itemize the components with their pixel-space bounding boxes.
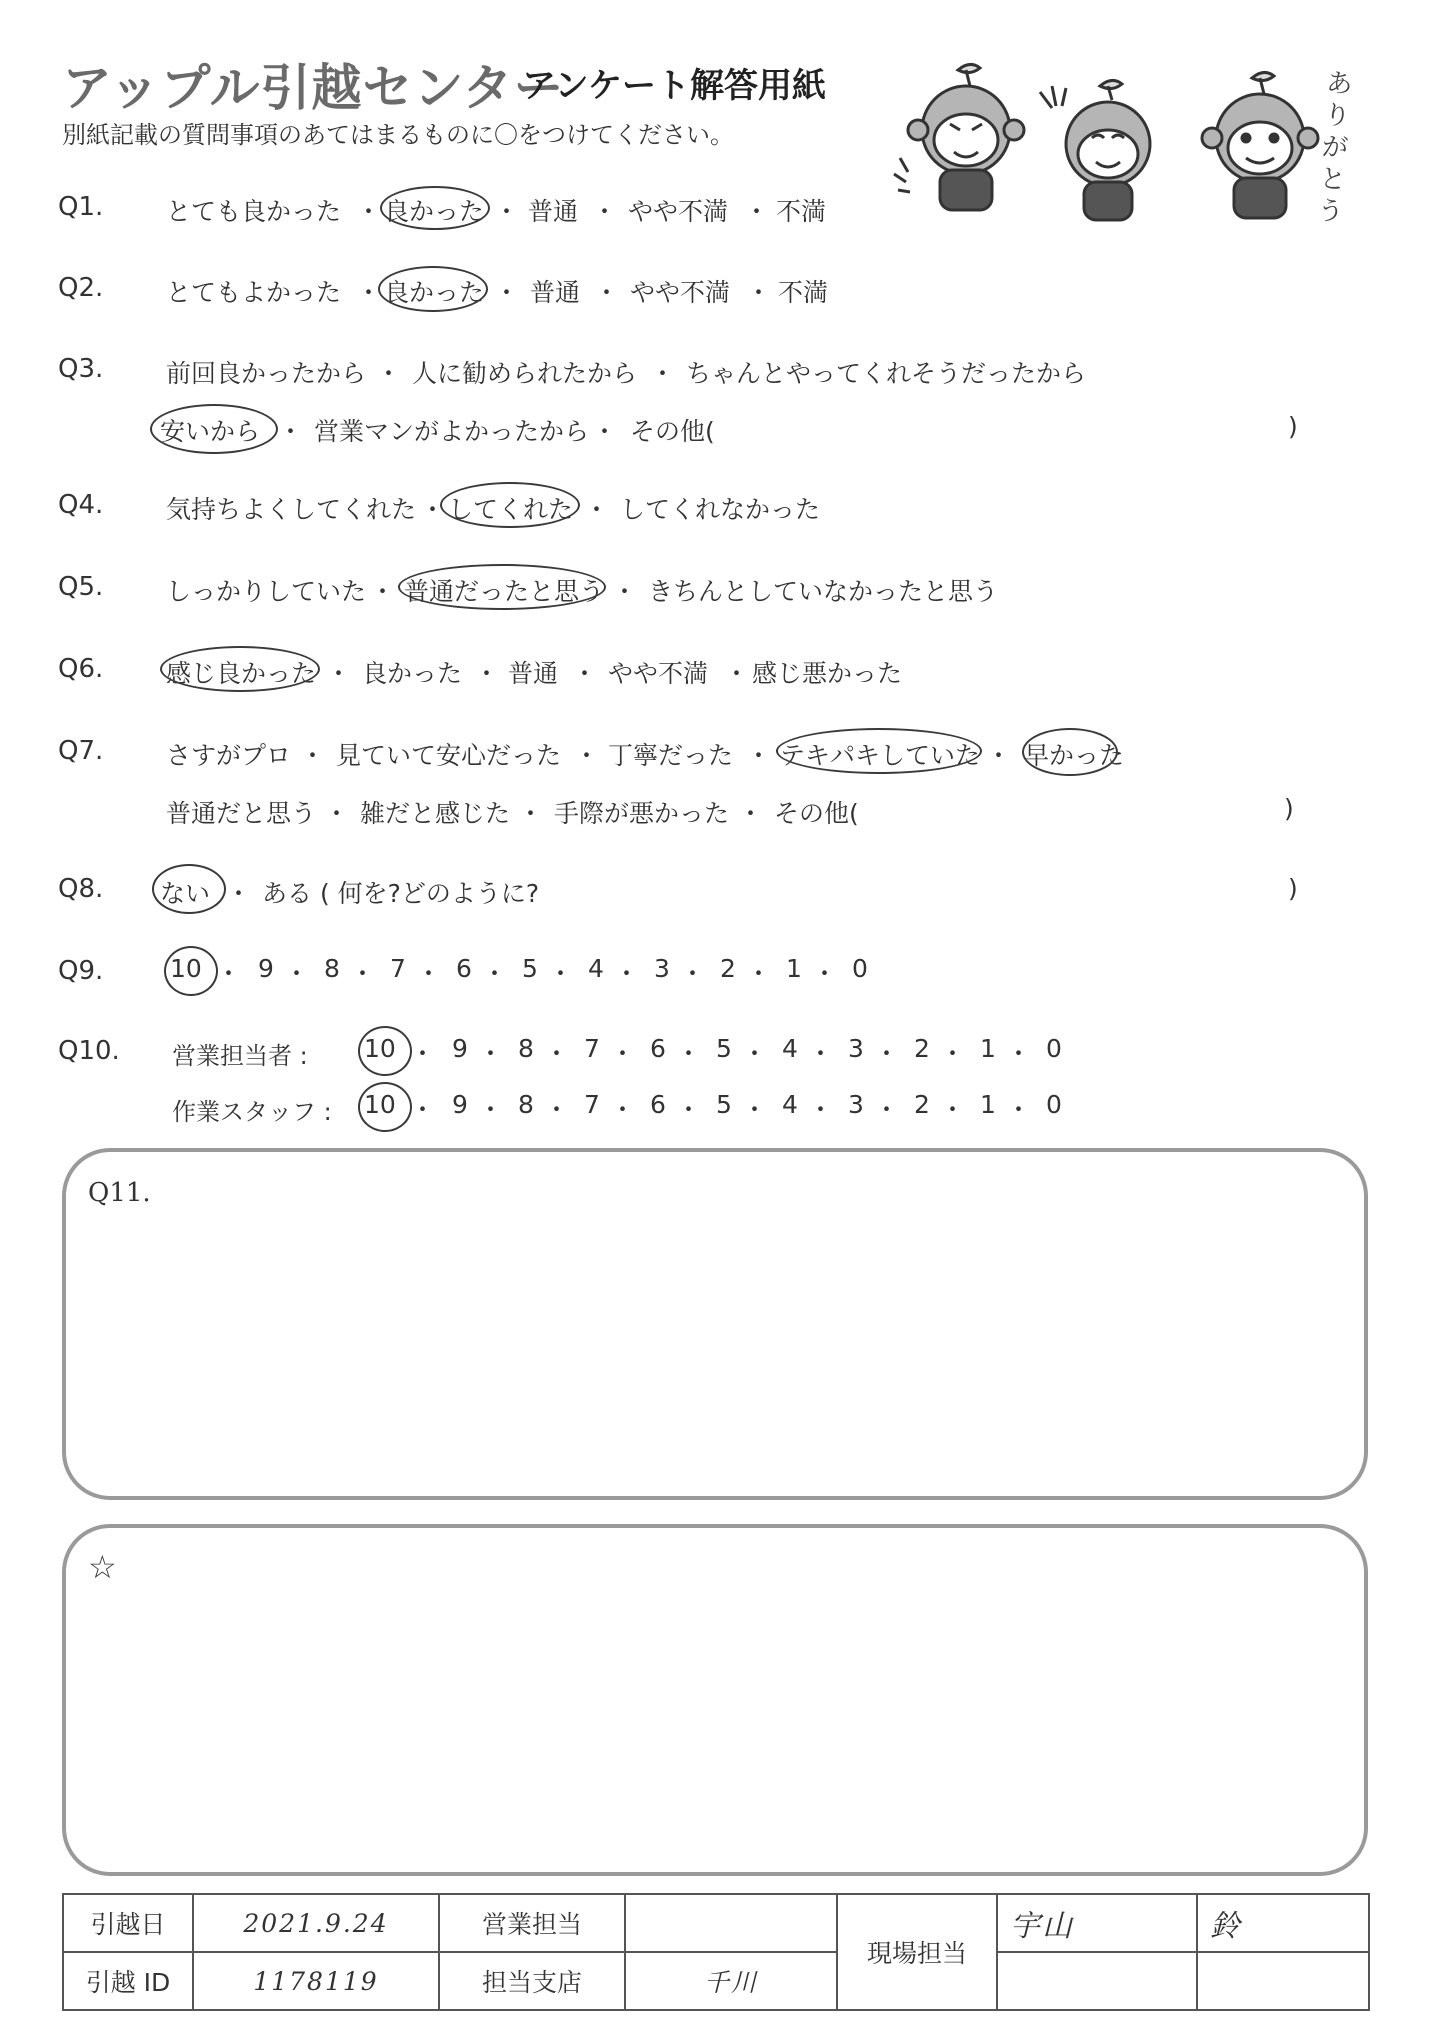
separator: ・: [416, 959, 442, 988]
separator: ・: [612, 577, 638, 606]
star-comment-box[interactable]: [62, 1524, 1368, 1876]
q7-option-8[interactable]: 手際が悪かった: [554, 799, 730, 828]
q9-score-9[interactable]: 9: [258, 954, 274, 983]
q1-option-3[interactable]: 普通: [528, 197, 579, 226]
separator: ・: [350, 959, 376, 988]
separator: ・: [742, 1039, 768, 1068]
q7-label: Q7.: [58, 736, 104, 766]
move-id-label: 引越 ID: [63, 1952, 193, 2010]
q8-label: Q8.: [58, 874, 104, 904]
q10-sales-score-0[interactable]: 0: [1046, 1034, 1062, 1063]
separator: ・: [478, 1095, 504, 1124]
separator: ・: [572, 659, 598, 688]
q9-score-8[interactable]: 8: [324, 954, 340, 983]
separator: ・: [724, 659, 750, 688]
separator: ・: [494, 278, 520, 307]
separator: ・: [478, 1039, 504, 1068]
q7-option-4[interactable]: テキパキしていた: [780, 741, 981, 770]
separator: ・: [676, 1039, 702, 1068]
separator: ・: [356, 197, 382, 226]
q10-sales-score-7[interactable]: 7: [584, 1034, 600, 1063]
field-staff-3[interactable]: [997, 1952, 1197, 2010]
footer-info-table: [62, 1893, 1370, 2011]
separator: ・: [746, 959, 772, 988]
q9-score-2[interactable]: 2: [720, 954, 736, 983]
separator: ・: [356, 278, 382, 307]
q7-option-1[interactable]: さすがプロ: [166, 741, 292, 770]
q10-sales-score-1[interactable]: 1: [980, 1034, 996, 1063]
q2-option-2[interactable]: 良かった: [384, 278, 485, 307]
separator: ・: [1006, 1095, 1032, 1124]
q6-option-3[interactable]: 普通: [508, 659, 559, 688]
q5-option-1[interactable]: しっかりしていた: [166, 577, 367, 606]
q1-option-5[interactable]: 不満: [776, 197, 827, 226]
q8-option-1[interactable]: ない: [160, 879, 211, 908]
q10-staff-score-7[interactable]: 7: [584, 1090, 600, 1119]
separator: ・: [410, 1039, 436, 1068]
monkey-mascot-1-icon: [894, 64, 1024, 210]
q10-sales-score-4[interactable]: 4: [782, 1034, 798, 1063]
separator: ・: [676, 1095, 702, 1124]
separator: ・: [746, 278, 772, 307]
separator: ・: [808, 1095, 834, 1124]
separator: ・: [518, 799, 544, 828]
separator: ・: [738, 799, 764, 828]
q10-staff-score-2[interactable]: 2: [914, 1090, 930, 1119]
separator: ・: [324, 799, 350, 828]
q6-label: Q6.: [58, 654, 104, 684]
q2-option-3[interactable]: 普通: [530, 278, 581, 307]
separator: ・: [986, 741, 1012, 770]
q4-option-1[interactable]: 気持ちよくしてくれた: [166, 495, 417, 524]
q3-option-4[interactable]: 安いから: [160, 417, 261, 446]
q8-option-2[interactable]: ある ( 何を?どのように?: [262, 879, 540, 908]
q7-option-6[interactable]: 普通だと思う: [166, 799, 317, 828]
q10-sales-score-10[interactable]: 10: [364, 1034, 396, 1063]
q3-label: Q3.: [58, 354, 104, 384]
thanks-text: ありがとう: [1316, 68, 1354, 228]
separator: ・: [680, 959, 706, 988]
q6-option-4[interactable]: やや不満: [608, 659, 709, 688]
separator: ・: [410, 1095, 436, 1124]
q2-option-5[interactable]: 不満: [778, 278, 829, 307]
q11-comment-box[interactable]: [62, 1148, 1368, 1500]
q6-option-2[interactable]: 良かった: [362, 659, 463, 688]
move-date-value[interactable]: 2021.9.24: [193, 1894, 439, 1952]
star-icon: ☆: [88, 1548, 117, 1586]
q9-score-5[interactable]: 5: [522, 954, 538, 983]
q10-staff-label: 作業スタッフ :: [172, 1098, 332, 1126]
branch-value[interactable]: 千川: [625, 1952, 837, 2010]
q9-label: Q9.: [58, 956, 104, 986]
q1-label: Q1.: [58, 192, 104, 222]
q2-option-1[interactable]: とてもよかった: [166, 278, 342, 307]
q1-option-2[interactable]: 良かった: [384, 197, 485, 226]
separator: ・: [808, 1039, 834, 1068]
q3-option-3[interactable]: ちゃんとやってくれそうだったから: [686, 359, 1087, 388]
separator: ・: [592, 197, 618, 226]
close-paren: ): [1288, 412, 1298, 441]
separator: ・: [216, 959, 242, 988]
q7-option-7[interactable]: 雑だと感じた: [360, 799, 511, 828]
q7-option-3[interactable]: 丁寧だった: [608, 741, 734, 770]
q10-sales-score-3[interactable]: 3: [848, 1034, 864, 1063]
separator: ・: [594, 278, 620, 307]
separator: ・: [650, 359, 676, 388]
q6-option-1[interactable]: 感じ良かった: [166, 659, 317, 688]
separator: ・: [610, 1095, 636, 1124]
q10-staff-score-1[interactable]: 1: [980, 1090, 996, 1119]
q9-score-3[interactable]: 3: [654, 954, 670, 983]
q5-option-3[interactable]: きちんとしていなかったと思う: [648, 577, 999, 606]
q10-sales-score-9[interactable]: 9: [452, 1034, 468, 1063]
close-paren: ): [1284, 794, 1294, 823]
q11-label: Q11.: [88, 1178, 151, 1208]
move-date-label: 引越日: [63, 1894, 193, 1952]
q9-score-10[interactable]: 10: [170, 954, 202, 983]
q10-sales-score-2[interactable]: 2: [914, 1034, 930, 1063]
q10-staff-score-3[interactable]: 3: [848, 1090, 864, 1119]
separator: ・: [1006, 1039, 1032, 1068]
separator: ・: [592, 417, 618, 446]
q9-score-4[interactable]: 4: [588, 954, 604, 983]
q9-score-0[interactable]: 0: [852, 954, 868, 983]
separator: ・: [300, 741, 326, 770]
separator: ・: [226, 879, 252, 908]
q10-staff-score-5[interactable]: 5: [716, 1090, 732, 1119]
q5-label: Q5.: [58, 572, 104, 602]
q4-label: Q4.: [58, 490, 104, 520]
separator: ・: [744, 197, 770, 226]
instruction-text: 別紙記載の質問事項のあてはまるものに〇をつけてください。: [62, 121, 734, 149]
q10-staff-score-10[interactable]: 10: [364, 1090, 396, 1119]
sales-rep-label: 営業担当: [439, 1894, 625, 1952]
form-title: アンケート解答用紙: [522, 66, 826, 106]
field-staff-1[interactable]: 宇山: [997, 1894, 1197, 1952]
separator: ・: [940, 1039, 966, 1068]
q10-sales-score-8[interactable]: 8: [518, 1034, 534, 1063]
q10-staff-score-6[interactable]: 6: [650, 1090, 666, 1119]
q10-sales-score-5[interactable]: 5: [716, 1034, 732, 1063]
q5-option-2[interactable]: 普通だったと思う: [404, 577, 605, 606]
field-staff-label: 現場担当: [837, 1894, 997, 2010]
separator: ・: [584, 495, 610, 524]
separator: ・: [482, 959, 508, 988]
separator: ・: [474, 659, 500, 688]
separator: ・: [574, 741, 600, 770]
separator: ・: [420, 495, 446, 524]
branch-label: 担当支店: [439, 1952, 625, 2010]
q1-option-4[interactable]: やや不満: [628, 197, 729, 226]
separator: ・: [874, 1039, 900, 1068]
separator: ・: [614, 959, 640, 988]
sales-rep-value[interactable]: [625, 1894, 837, 1952]
separator: ・: [610, 1039, 636, 1068]
monkey-mascot-icons: [880, 58, 1320, 228]
separator: ・: [544, 1095, 570, 1124]
separator: ・: [874, 1095, 900, 1124]
q7-option-5[interactable]: 早かった: [1024, 741, 1125, 770]
separator: ・: [742, 1095, 768, 1124]
separator: ・: [544, 1039, 570, 1068]
q3-option-5[interactable]: 営業マンがよかったから: [314, 417, 590, 446]
q9-score-6[interactable]: 6: [456, 954, 472, 983]
q9-score-7[interactable]: 7: [390, 954, 406, 983]
separator: ・: [326, 659, 352, 688]
q10-staff-score-0[interactable]: 0: [1046, 1090, 1062, 1119]
monkey-mascot-2-icon: [1040, 80, 1150, 220]
separator: ・: [812, 959, 838, 988]
move-id-value[interactable]: 1178119: [193, 1952, 439, 2010]
monkey-mascot-3-icon: [1202, 72, 1318, 218]
q2-label: Q2.: [58, 273, 104, 303]
close-paren: ): [1288, 874, 1298, 903]
q10-staff-score-8[interactable]: 8: [518, 1090, 534, 1119]
separator: ・: [278, 417, 304, 446]
q10-label: Q10.: [58, 1036, 120, 1066]
separator: ・: [494, 197, 520, 226]
q4-option-3[interactable]: してくれなかった: [620, 495, 821, 524]
q3-option-1[interactable]: 前回良かったから: [166, 359, 367, 388]
q6-option-5[interactable]: 感じ悪かった: [752, 659, 903, 688]
q7-option-2[interactable]: 見ていて安心だった: [336, 741, 562, 770]
separator: ・: [376, 359, 402, 388]
field-staff-2[interactable]: 鈴: [1197, 1894, 1369, 1952]
q10-sales-label: 営業担当者 :: [172, 1042, 308, 1070]
field-staff-4[interactable]: [1197, 1952, 1369, 2010]
q1-option-1[interactable]: とても良かった: [166, 197, 342, 226]
q2-option-4[interactable]: やや不満: [630, 278, 731, 307]
q10-staff-score-4[interactable]: 4: [782, 1090, 798, 1119]
q10-sales-score-6[interactable]: 6: [650, 1034, 666, 1063]
separator: ・: [548, 959, 574, 988]
q4-option-2[interactable]: してくれた: [448, 495, 574, 524]
q3-option-2[interactable]: 人に勧められたから: [412, 359, 638, 388]
brand-name: アップル引越センター: [62, 59, 565, 117]
separator: ・: [284, 959, 310, 988]
q3-option-6[interactable]: その他(: [630, 417, 715, 446]
separator: ・: [370, 577, 396, 606]
separator: ・: [940, 1095, 966, 1124]
q10-staff-score-9[interactable]: 9: [452, 1090, 468, 1119]
q7-option-9[interactable]: その他(: [774, 799, 859, 828]
q9-score-1[interactable]: 1: [786, 954, 802, 983]
separator: ・: [746, 741, 772, 770]
